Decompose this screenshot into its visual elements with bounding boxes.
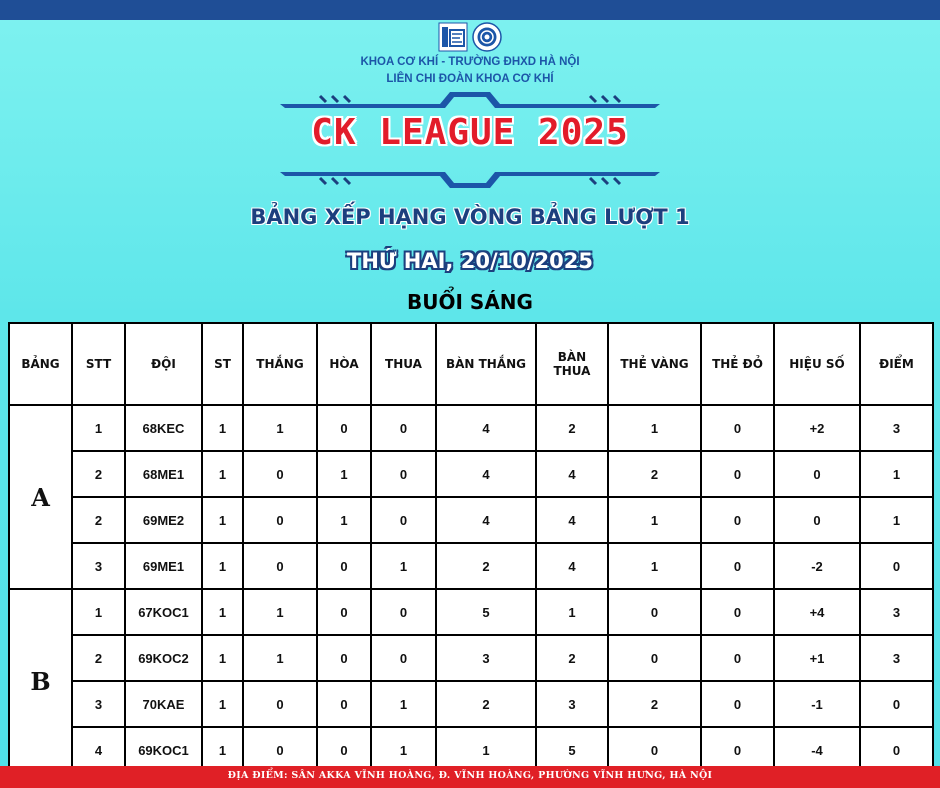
stage-title: BẢNG XẾP HẠNG VÒNG BẢNG LƯỢT 1 xyxy=(250,205,690,229)
university-logo-icon xyxy=(438,22,468,52)
cell-rank: 2 xyxy=(72,497,125,543)
table-row xyxy=(9,405,933,451)
cell-points: 0 xyxy=(860,681,933,727)
cell-red-cards: 0 xyxy=(701,497,774,543)
cell-rank: 2 xyxy=(72,451,125,497)
cell-yellow-cards: 0 xyxy=(608,727,701,773)
cell-red-cards: 0 xyxy=(701,681,774,727)
cell-goal-difference: +4 xyxy=(774,589,860,635)
cell-wins: 0 xyxy=(243,497,317,543)
col-header-points: ĐIỂM xyxy=(860,323,933,405)
cell-rank: 1 xyxy=(72,589,125,635)
cell-goals-for: 2 xyxy=(436,681,536,727)
cell-team: 70KAE xyxy=(125,681,202,727)
group-label: A xyxy=(9,405,72,589)
cell-rank: 2 xyxy=(72,635,125,681)
cell-red-cards: 0 xyxy=(701,405,774,451)
faculty-name: KHOA CƠ KHÍ - TRƯỜNG ĐHXD HÀ NỘI xyxy=(360,56,580,68)
col-header-goal-difference: HIỆU SỐ xyxy=(774,323,860,405)
cell-played: 1 xyxy=(202,681,243,727)
cell-team: 69KOC1 xyxy=(125,727,202,773)
cell-losses: 0 xyxy=(371,635,436,681)
cell-draws: 0 xyxy=(317,681,371,727)
cell-points: 3 xyxy=(860,635,933,681)
cell-goal-difference: -4 xyxy=(774,727,860,773)
cell-goals-against: 1 xyxy=(536,589,608,635)
col-header-yellow-cards: THẺ VÀNG xyxy=(608,323,701,405)
col-header-draws: HÒA xyxy=(317,323,371,405)
cell-goals-against: 3 xyxy=(536,681,608,727)
cell-rank: 1 xyxy=(72,405,125,451)
col-header-team: ĐỘI xyxy=(125,323,202,405)
cell-red-cards: 0 xyxy=(701,635,774,681)
cell-goals-against: 5 xyxy=(536,727,608,773)
cell-draws: 0 xyxy=(317,727,371,773)
cell-goals-against: 4 xyxy=(536,497,608,543)
cell-played: 1 xyxy=(202,405,243,451)
cell-losses: 0 xyxy=(371,405,436,451)
logo-row xyxy=(0,22,940,52)
cell-team: 69ME1 xyxy=(125,543,202,589)
cell-yellow-cards: 1 xyxy=(608,405,701,451)
col-header-played: ST xyxy=(202,323,243,405)
youth-union-logo-icon xyxy=(472,22,502,52)
cell-team: 69KOC2 xyxy=(125,635,202,681)
cell-wins: 1 xyxy=(243,635,317,681)
cell-red-cards: 0 xyxy=(701,451,774,497)
cell-wins: 0 xyxy=(243,451,317,497)
session-label: BUỔI SÁNG xyxy=(407,290,533,314)
cell-points: 3 xyxy=(860,405,933,451)
cell-goals-for: 4 xyxy=(436,451,536,497)
cell-goal-difference: -1 xyxy=(774,681,860,727)
cell-team: 69ME2 xyxy=(125,497,202,543)
table-row xyxy=(9,543,933,589)
cell-rank: 3 xyxy=(72,681,125,727)
col-header-goals-for: BÀN THẮNG xyxy=(436,323,536,405)
cell-losses: 0 xyxy=(371,451,436,497)
cell-losses: 0 xyxy=(371,589,436,635)
col-header-wins: THẮNG xyxy=(243,323,317,405)
cell-points: 1 xyxy=(860,451,933,497)
cell-draws: 0 xyxy=(317,635,371,681)
cell-rank: 4 xyxy=(72,727,125,773)
cell-goals-against: 4 xyxy=(536,543,608,589)
cell-losses: 0 xyxy=(371,497,436,543)
cell-team: 68ME1 xyxy=(125,451,202,497)
cell-yellow-cards: 2 xyxy=(608,451,701,497)
col-header-group: BẢNG xyxy=(9,323,72,405)
cell-played: 1 xyxy=(202,451,243,497)
cell-points: 1 xyxy=(860,497,933,543)
cell-wins: 0 xyxy=(243,727,317,773)
cell-yellow-cards: 0 xyxy=(608,635,701,681)
header-row xyxy=(9,323,933,405)
cell-losses: 1 xyxy=(371,727,436,773)
cell-points: 0 xyxy=(860,727,933,773)
cell-played: 1 xyxy=(202,543,243,589)
cell-yellow-cards: 0 xyxy=(608,589,701,635)
cell-goals-for: 4 xyxy=(436,405,536,451)
cell-rank: 3 xyxy=(72,543,125,589)
table-row xyxy=(9,497,933,543)
cell-wins: 1 xyxy=(243,589,317,635)
cell-played: 1 xyxy=(202,589,243,635)
table-row xyxy=(9,681,933,727)
cell-wins: 1 xyxy=(243,405,317,451)
cell-draws: 0 xyxy=(317,543,371,589)
cell-yellow-cards: 1 xyxy=(608,543,701,589)
cell-draws: 1 xyxy=(317,497,371,543)
table-row xyxy=(9,589,933,635)
col-header-losses: THUA xyxy=(371,323,436,405)
cell-goal-difference: 0 xyxy=(774,497,860,543)
match-date: THỨ HAI, 20/10/2025 xyxy=(347,249,593,273)
cell-goal-difference: 0 xyxy=(774,451,860,497)
cell-goal-difference: +1 xyxy=(774,635,860,681)
cell-goals-for: 3 xyxy=(436,635,536,681)
cell-red-cards: 0 xyxy=(701,543,774,589)
cell-goals-against: 2 xyxy=(536,405,608,451)
cell-team: 68KEC xyxy=(125,405,202,451)
cell-goals-for: 5 xyxy=(436,589,536,635)
cell-played: 1 xyxy=(202,497,243,543)
cell-wins: 0 xyxy=(243,681,317,727)
table-row xyxy=(9,451,933,497)
top-bar xyxy=(0,0,940,20)
cell-yellow-cards: 1 xyxy=(608,497,701,543)
cell-goal-difference: -2 xyxy=(774,543,860,589)
cell-points: 0 xyxy=(860,543,933,589)
standings-body xyxy=(9,405,933,773)
cell-goals-against: 2 xyxy=(536,635,608,681)
union-name: LIÊN CHI ĐOÀN KHOA CƠ KHÍ xyxy=(386,73,554,85)
cell-goals-against: 4 xyxy=(536,451,608,497)
cell-draws: 0 xyxy=(317,405,371,451)
cell-yellow-cards: 2 xyxy=(608,681,701,727)
group-label: B xyxy=(9,589,72,773)
cell-goals-for: 2 xyxy=(436,543,536,589)
cell-points: 3 xyxy=(860,589,933,635)
col-header-rank: STT xyxy=(72,323,125,405)
cell-losses: 1 xyxy=(371,681,436,727)
col-header-goals-against: BÀN THUA xyxy=(536,323,608,405)
cell-red-cards: 0 xyxy=(701,589,774,635)
cell-goals-for: 1 xyxy=(436,727,536,773)
venue-footer: ĐỊA ĐIỂM: SÂN AKKA VĨNH HOÀNG, Đ. VĨNH HOÀNG, PHƯỜNG VĨNH HƯNG, HÀ NỘI xyxy=(0,766,940,788)
cell-played: 1 xyxy=(202,727,243,773)
cell-goals-for: 4 xyxy=(436,497,536,543)
cell-draws: 0 xyxy=(317,589,371,635)
league-title: CK LEAGUE 2025 xyxy=(311,112,629,153)
cell-red-cards: 0 xyxy=(701,727,774,773)
standings-table xyxy=(8,322,934,774)
cell-wins: 0 xyxy=(243,543,317,589)
cell-losses: 1 xyxy=(371,543,436,589)
cell-draws: 1 xyxy=(317,451,371,497)
col-header-red-cards: THẺ ĐỎ xyxy=(701,323,774,405)
table-row xyxy=(9,635,933,681)
cell-team: 67KOC1 xyxy=(125,589,202,635)
cell-goal-difference: +2 xyxy=(774,405,860,451)
cell-played: 1 xyxy=(202,635,243,681)
